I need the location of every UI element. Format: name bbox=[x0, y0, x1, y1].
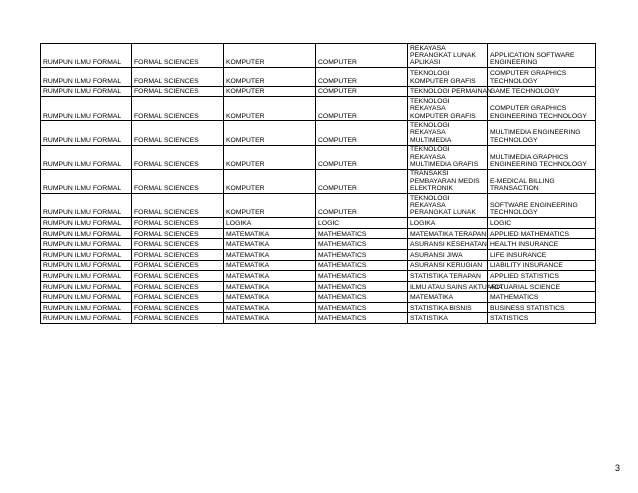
cell-rumpun: RUMPUN ILMU FORMAL bbox=[41, 218, 132, 229]
table-row bbox=[41, 313, 596, 324]
cell-rumpun-en: FORMAL SCIENCES bbox=[132, 145, 224, 169]
table-row bbox=[41, 292, 596, 303]
cell-rumpun-en: FORMAL SCIENCES bbox=[132, 313, 224, 324]
cell-cabang-en: LIABILITY INSURANCE bbox=[488, 260, 596, 271]
cell-pohon-en: COMPUTER bbox=[316, 145, 408, 169]
cell-pohon: MATEMATIKA bbox=[224, 271, 316, 282]
cell-cabang-en: COMPUTER GRAPHICS TECHNOLOGY bbox=[488, 68, 596, 86]
cell-rumpun: RUMPUN ILMU FORMAL bbox=[41, 250, 132, 261]
cell-cabang-en: APPLICATION SOFTWARE ENGINEERING bbox=[488, 44, 596, 68]
cell-pohon: KOMPUTER bbox=[224, 86, 316, 97]
cell-cabang: ILMU ATAU SAINS AKTUARIA bbox=[408, 281, 488, 292]
cell-cabang-en: APPLIED MATHEMATICS bbox=[488, 228, 596, 239]
cell-rumpun: RUMPUN ILMU FORMAL bbox=[41, 86, 132, 97]
table-row bbox=[41, 250, 596, 261]
cell-rumpun-en: FORMAL SCIENCES bbox=[132, 228, 224, 239]
cell-pohon-en: MATHEMATICS bbox=[316, 302, 408, 313]
cell-pohon: KOMPUTER bbox=[224, 44, 316, 68]
cell-cabang-en: STATISTICS bbox=[488, 313, 596, 324]
cell-pohon-en: COMPUTER bbox=[316, 68, 408, 86]
cell-pohon: KOMPUTER bbox=[224, 145, 316, 169]
cell-rumpun-en: FORMAL SCIENCES bbox=[132, 281, 224, 292]
cell-cabang: TEKNOLOGI REKAYASA MULTIMEDIA bbox=[408, 121, 488, 145]
cell-pohon: LOGIKA bbox=[224, 218, 316, 229]
cell-pohon-en: MATHEMATICS bbox=[316, 239, 408, 250]
cell-pohon: KOMPUTER bbox=[224, 169, 316, 193]
cell-cabang-en: MULTIMEDIA ENGINEERING TECHNOLOGY bbox=[488, 121, 596, 145]
cell-rumpun: RUMPUN ILMU FORMAL bbox=[41, 281, 132, 292]
table-row bbox=[41, 271, 596, 282]
cell-pohon-en: MATHEMATICS bbox=[316, 281, 408, 292]
cell-rumpun: RUMPUN ILMU FORMAL bbox=[41, 228, 132, 239]
cell-cabang-en: HEALTH INSURANCE bbox=[488, 239, 596, 250]
cell-cabang-en: E-MEDICAL BILLING TRANSACTION bbox=[488, 169, 596, 193]
cell-pohon-en: COMPUTER bbox=[316, 44, 408, 68]
cell-pohon-en: COMPUTER bbox=[316, 169, 408, 193]
page-number: 3 bbox=[614, 463, 620, 473]
cell-rumpun-en: FORMAL SCIENCES bbox=[132, 250, 224, 261]
cell-rumpun-en: FORMAL SCIENCES bbox=[132, 292, 224, 303]
cell-pohon-en: COMPUTER bbox=[316, 86, 408, 97]
cell-rumpun: RUMPUN ILMU FORMAL bbox=[41, 121, 132, 145]
table-row bbox=[41, 86, 596, 97]
cell-cabang-en: GAME TECHNOLOGY bbox=[488, 86, 596, 97]
cell-rumpun-en: FORMAL SCIENCES bbox=[132, 121, 224, 145]
cell-pohon: MATEMATIKA bbox=[224, 302, 316, 313]
cell-rumpun: RUMPUN ILMU FORMAL bbox=[41, 260, 132, 271]
cell-pohon-en: MATHEMATICS bbox=[316, 313, 408, 324]
cell-cabang-en: LOGIC bbox=[488, 218, 596, 229]
cell-cabang: TEKNOLOGI PERMAINAN bbox=[408, 86, 488, 97]
table-row bbox=[41, 97, 596, 121]
cell-pohon: MATEMATIKA bbox=[224, 281, 316, 292]
cell-pohon-en: MATHEMATICS bbox=[316, 260, 408, 271]
table-row bbox=[41, 281, 596, 292]
table-row bbox=[41, 68, 596, 86]
cell-rumpun-en: FORMAL SCIENCES bbox=[132, 260, 224, 271]
cell-pohon: MATEMATIKA bbox=[224, 313, 316, 324]
cell-cabang-en: SOFTWARE ENGINEERING TECHNOLOGY bbox=[488, 194, 596, 218]
cell-rumpun-en: FORMAL SCIENCES bbox=[132, 302, 224, 313]
table-row bbox=[41, 169, 596, 193]
cell-rumpun-en: FORMAL SCIENCES bbox=[132, 271, 224, 282]
cell-rumpun: RUMPUN ILMU FORMAL bbox=[41, 145, 132, 169]
cell-pohon: KOMPUTER bbox=[224, 97, 316, 121]
cell-pohon: MATEMATIKA bbox=[224, 250, 316, 261]
cell-rumpun: RUMPUN ILMU FORMAL bbox=[41, 302, 132, 313]
cell-cabang-en: LIFE INSURANCE bbox=[488, 250, 596, 261]
cell-pohon-en: COMPUTER bbox=[316, 194, 408, 218]
cell-cabang: TEKNOLOGI KOMPUTER GRAFIS bbox=[408, 68, 488, 86]
cell-cabang: REKAYASA PERANGKAT LUNAK APLIKASI bbox=[408, 44, 488, 68]
cell-cabang: ASURANSI KERUGIAN bbox=[408, 260, 488, 271]
cell-rumpun-en: FORMAL SCIENCES bbox=[132, 218, 224, 229]
cell-rumpun: RUMPUN ILMU FORMAL bbox=[41, 313, 132, 324]
cell-rumpun: RUMPUN ILMU FORMAL bbox=[41, 292, 132, 303]
cell-rumpun: RUMPUN ILMU FORMAL bbox=[41, 271, 132, 282]
classification-table bbox=[40, 43, 596, 324]
cell-pohon-en: MATHEMATICS bbox=[316, 228, 408, 239]
table-row bbox=[41, 260, 596, 271]
cell-rumpun-en: FORMAL SCIENCES bbox=[132, 44, 224, 68]
cell-cabang-en: MATHEMATICS bbox=[488, 292, 596, 303]
cell-cabang-en: APPLIED STATISTICS bbox=[488, 271, 596, 282]
cell-pohon: MATEMATIKA bbox=[224, 239, 316, 250]
table-row bbox=[41, 194, 596, 218]
cell-pohon-en: COMPUTER bbox=[316, 121, 408, 145]
cell-pohon-en: COMPUTER bbox=[316, 97, 408, 121]
cell-rumpun: RUMPUN ILMU FORMAL bbox=[41, 68, 132, 86]
cell-pohon: KOMPUTER bbox=[224, 121, 316, 145]
cell-cabang: TEKNOLOGI REKAYASA KOMPUTER GRAFIS bbox=[408, 97, 488, 121]
cell-cabang: MATEMATIKA bbox=[408, 292, 488, 303]
cell-cabang: ASURANSI KESEHATAN bbox=[408, 239, 488, 250]
cell-rumpun-en: FORMAL SCIENCES bbox=[132, 97, 224, 121]
cell-rumpun-en: FORMAL SCIENCES bbox=[132, 194, 224, 218]
cell-rumpun: RUMPUN ILMU FORMAL bbox=[41, 97, 132, 121]
cell-rumpun-en: FORMAL SCIENCES bbox=[132, 68, 224, 86]
cell-pohon: MATEMATIKA bbox=[224, 292, 316, 303]
cell-cabang: STATISTIKA TERAPAN bbox=[408, 271, 488, 282]
table-row bbox=[41, 145, 596, 169]
cell-rumpun: RUMPUN ILMU FORMAL bbox=[41, 239, 132, 250]
cell-cabang: LOGIKA bbox=[408, 218, 488, 229]
cell-cabang-en: COMPUTER GRAPHICS ENGINEERING TECHNOLOGY bbox=[488, 97, 596, 121]
cell-pohon: MATEMATIKA bbox=[224, 260, 316, 271]
cell-rumpun-en: FORMAL SCIENCES bbox=[132, 169, 224, 193]
cell-cabang: STATISTIKA bbox=[408, 313, 488, 324]
cell-pohon-en: MATHEMATICS bbox=[316, 271, 408, 282]
cell-rumpun: RUMPUN ILMU FORMAL bbox=[41, 44, 132, 68]
cell-pohon-en: MATHEMATICS bbox=[316, 292, 408, 303]
table-row bbox=[41, 121, 596, 145]
table-row bbox=[41, 239, 596, 250]
cell-cabang-en: ACTUARIAL SCIENCE bbox=[488, 281, 596, 292]
cell-pohon: KOMPUTER bbox=[224, 68, 316, 86]
cell-cabang: TEKNOLOGI REKAYASA MULTIMEDIA GRAFIS bbox=[408, 145, 488, 169]
cell-cabang: MATEMATIKA TERAPAN bbox=[408, 228, 488, 239]
cell-cabang-en: MULTIMEDIA GRAPHICS ENGINEERING TECHNOLOGY bbox=[488, 145, 596, 169]
cell-pohon: MATEMATIKA bbox=[224, 228, 316, 239]
table-row bbox=[41, 218, 596, 229]
cell-cabang: ASURANSI JIWA bbox=[408, 250, 488, 261]
cell-rumpun-en: FORMAL SCIENCES bbox=[132, 239, 224, 250]
table-row bbox=[41, 302, 596, 313]
cell-cabang: TRANSAKSI PEMBAYARAN MEDIS ELEKTRONIK bbox=[408, 169, 488, 193]
table-row bbox=[41, 228, 596, 239]
cell-cabang-en: BUSINESS STATISTICS bbox=[488, 302, 596, 313]
cell-cabang: TEKNOLOGI REKAYASA PERANGKAT LUNAK bbox=[408, 194, 488, 218]
cell-rumpun: RUMPUN ILMU FORMAL bbox=[41, 169, 132, 193]
cell-rumpun: RUMPUN ILMU FORMAL bbox=[41, 194, 132, 218]
table-row bbox=[41, 44, 596, 68]
cell-rumpun-en: FORMAL SCIENCES bbox=[132, 86, 224, 97]
cell-pohon-en: LOGIC bbox=[316, 218, 408, 229]
cell-pohon-en: MATHEMATICS bbox=[316, 250, 408, 261]
cell-cabang: STATISTIKA BISNIS bbox=[408, 302, 488, 313]
cell-pohon: KOMPUTER bbox=[224, 194, 316, 218]
